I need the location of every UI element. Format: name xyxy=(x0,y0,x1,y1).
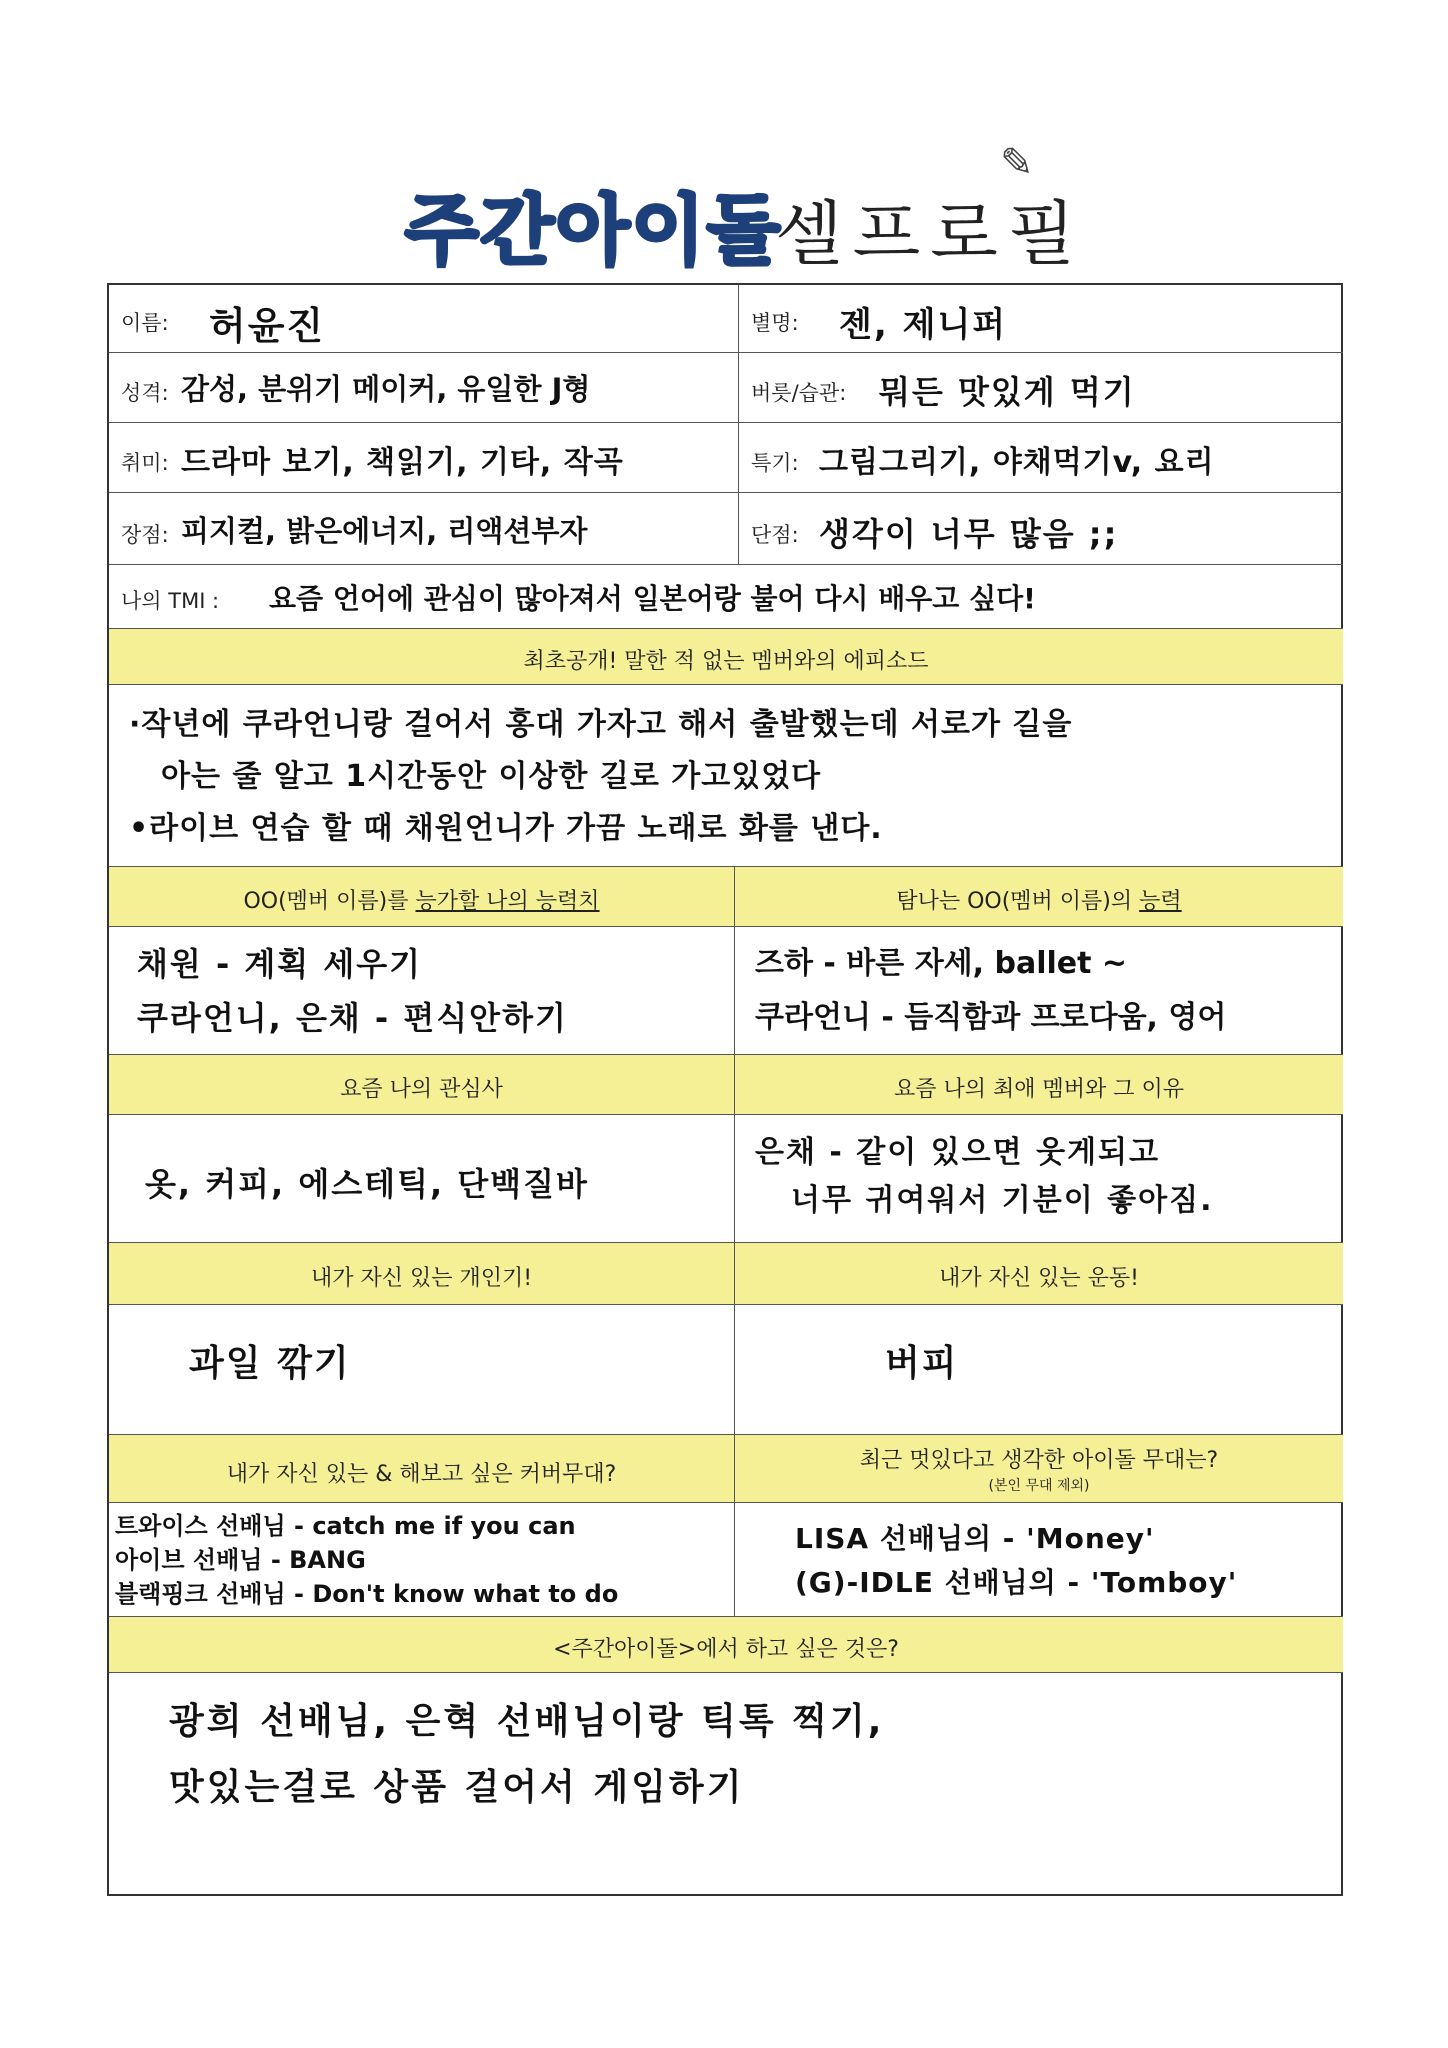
weakness-cell: 단점: 생각이 너무 많음 ;; xyxy=(739,493,1343,565)
ability-right-header: 탐나는 OO(멤버 이름)의 능력 xyxy=(735,867,1343,927)
skill-left-header: 내가 자신 있는 개인기! xyxy=(109,1243,735,1305)
strength-value: 피지컬, 밝은에너지, 리액션부자 xyxy=(181,514,588,548)
skill-left-content xyxy=(109,1305,735,1435)
stage-right-line-1: LISA 선배님의 - 'Money' xyxy=(795,1522,1155,1555)
stage-left-line-1: 트와이스 선배님 - catch me if you can xyxy=(115,1512,576,1540)
personality-cell: 성격: 감성, 분위기 메이커, 유일한 J형 xyxy=(109,353,739,423)
stage-left-line-2: 아이브 선배님 - BANG xyxy=(115,1546,366,1574)
habit-value: 뭐든 맛있게 먹기 xyxy=(879,373,1136,411)
ability-left-content xyxy=(109,927,735,1055)
episode-header: 최초공개! 말한 적 없는 멤버와의 에피소드 xyxy=(109,629,1343,685)
talent-cell: 특기: 그림그리기, 야채먹기v, 요리 xyxy=(739,423,1343,493)
interest-right-content xyxy=(735,1115,1343,1243)
name-value: 허윤진 xyxy=(209,304,326,348)
interest-left-content xyxy=(109,1115,735,1243)
tmi-value: 요즘 언어에 관심이 많아져서 일본어랑 불어 다시 배우고 싶다! xyxy=(269,582,1036,615)
interest-left-header: 요즘 나의 관심사 xyxy=(109,1055,735,1115)
skill-right-content xyxy=(735,1305,1343,1435)
interest-right-header: 요즘 나의 최애 멤버와 그 이유 xyxy=(735,1055,1343,1115)
page-title: 셀프로필 xyxy=(775,193,1086,275)
personality-value: 감성, 분위기 메이커, 유일한 J형 xyxy=(181,372,591,406)
ability-left-line-1: 채원 - 계획 세우기 xyxy=(137,945,423,983)
ability-right-line-2: 쿠라언니 - 듬직함과 프로다움, 영어 xyxy=(755,1000,1227,1035)
hobby-cell: 취미: 드라마 보기, 책읽기, 기타, 작곡 xyxy=(109,423,739,493)
skill-left-value: 과일 깎기 xyxy=(189,1343,351,1384)
ability-right-content xyxy=(735,927,1343,1055)
episode-line-2: 아는 줄 알고 1시간동안 이상한 길로 가고있었다 xyxy=(161,759,822,794)
skill-right-header: 내가 자신 있는 운동! xyxy=(735,1243,1343,1305)
stage-right-content xyxy=(735,1503,1343,1617)
pencil-icon: ✎ xyxy=(1000,140,1034,186)
episode-line-1: ·작년에 쿠라언니랑 걸어서 홍대 가자고 해서 출발했는데 서로가 길을 xyxy=(129,707,1073,742)
weakness-value: 생각이 너무 많음 ;; xyxy=(819,515,1119,553)
stage-right-header: 최근 멋있다고 생각한 아이돌 무대는? (본인 무대 제외) xyxy=(735,1435,1343,1503)
stage-right-line-2: (G)-IDLE 선배님의 - 'Tomboy' xyxy=(795,1566,1238,1599)
page-header xyxy=(0,140,1448,280)
talent-value: 그림그리기, 야채먹기v, 요리 xyxy=(819,445,1215,480)
nickname-value: 젠, 제니퍼 xyxy=(839,305,1008,345)
strength-cell: 장점: 피지컬, 밝은에너지, 리액션부자 xyxy=(109,493,739,565)
tmi-cell: 나의 TMI : 요즘 언어에 관심이 많아져서 일본어랑 불어 다시 배우고 싶다! xyxy=(109,565,1343,629)
interest-right-line-2: 너무 귀여워서 기분이 좋아짐. xyxy=(791,1183,1214,1218)
nickname-cell: 별명: 젠, 제니퍼 xyxy=(739,285,1343,353)
wish-line-2: 맛있는걸로 상품 걸어서 게임하기 xyxy=(169,1767,745,1808)
stage-left-header: 내가 자신 있는 & 해보고 싶은 커버무대? xyxy=(109,1435,735,1503)
stage-left-content xyxy=(109,1503,735,1617)
wish-content xyxy=(109,1673,1343,1896)
interest-right-line-1: 은채 - 같이 있으면 웃게되고 xyxy=(755,1135,1161,1170)
episode-line-3: •라이브 연습 할 때 채원언니가 가끔 노래로 화를 낸다. xyxy=(129,811,883,846)
ability-left-line-2: 쿠라언니, 은채 - 편식안하기 xyxy=(137,999,568,1037)
name-cell: 이름: 허윤진 xyxy=(109,285,739,353)
profile-sheet xyxy=(107,283,1343,1896)
episode-content xyxy=(109,685,1343,867)
wish-line-1: 광희 선배님, 은혁 선배님이랑 틱톡 찍기, xyxy=(169,1701,885,1742)
weekly-idol-logo: 주간아이돌 xyxy=(405,186,783,275)
ability-right-line-1: 즈하 - 바른 자세, ballet ~ xyxy=(755,946,1128,981)
ability-left-header: OO(멤버 이름)를 능가할 나의 능력치 xyxy=(109,867,735,927)
skill-right-value: 버피 xyxy=(885,1343,959,1384)
stage-left-line-3: 블랙핑크 선배님 - Don't know what to do xyxy=(115,1580,619,1608)
hobby-value: 드라마 보기, 책읽기, 기타, 작곡 xyxy=(181,445,624,480)
habit-cell: 버릇/습관: 뭐든 맛있게 먹기 xyxy=(739,353,1343,423)
interest-left-value: 옷, 커피, 에스테틱, 단백질바 xyxy=(145,1165,589,1203)
wish-header: <주간아이돌>에서 하고 싶은 것은? xyxy=(109,1617,1343,1673)
